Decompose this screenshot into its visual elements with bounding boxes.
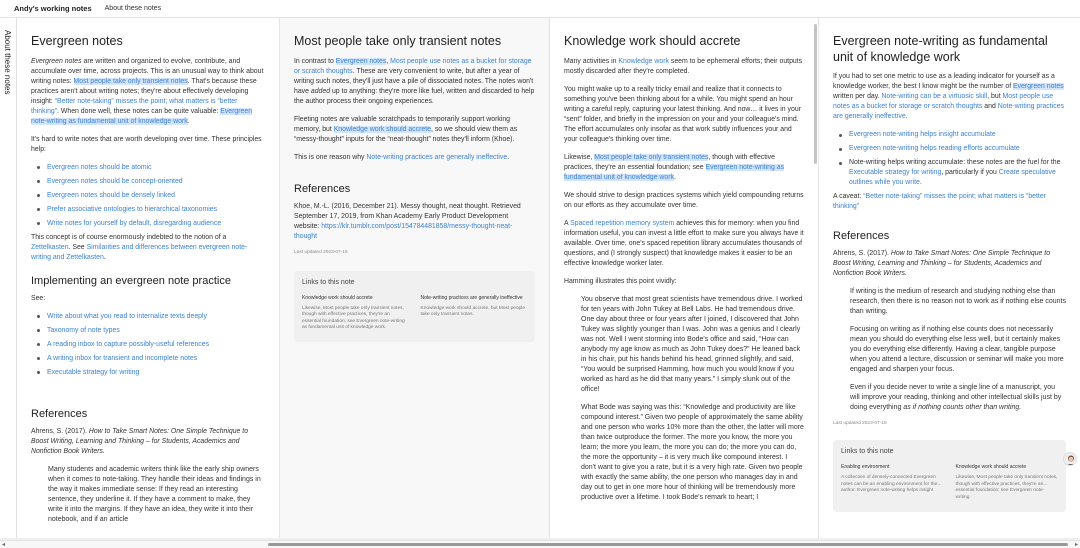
text-run: written per day. <box>833 93 882 101</box>
text-run: . These are very convenient to write, but after a year of writing such notes, they'll just have a pile of dissociated notes. The notes won't have <box>294 67 534 95</box>
text-run: . <box>919 179 922 187</box>
note-link[interactable]: “Better note-taking” misses the point; what matters is “better thinking” <box>833 193 1046 211</box>
list-item <box>31 354 265 364</box>
scrollbar-thumb[interactable] <box>268 543 1068 546</box>
text-run: . <box>905 113 908 121</box>
note-link[interactable]: Evergreen note-writing helps reading efforts accumulate <box>849 145 1020 153</box>
blockquote <box>31 465 265 525</box>
emphasis-text: as if nothing counts other than writing. <box>903 404 1022 412</box>
scroll-left-icon[interactable]: ◂ <box>2 542 6 548</box>
note-link[interactable]: Similarities and differences between evergreen note-writing and Zettelkasten <box>31 243 248 261</box>
note-link[interactable]: Evergreen notes <box>1013 83 1064 91</box>
text-run: A caveat: <box>833 193 864 201</box>
implementation-links-list <box>31 312 265 378</box>
note-pane-transient-notes <box>279 18 549 538</box>
note-title: Evergreen note-writing as fundamental unit of knowledge work <box>833 34 1048 64</box>
note-link[interactable]: Knowledge work <box>618 57 669 65</box>
blockquote <box>564 295 804 503</box>
principles-list <box>31 163 265 229</box>
quote-text: Many students and academic writers think like the early ship owners when it comes to note-taking. They handle their ideas and findings in the way it makes immediate sense: If they read an interesting sentence, they underline it. If they have a comment to make, they write it into the margins. If they have an idea, they write it into their notebook, and if an article <box>48 465 261 523</box>
text-run: , so we should view them as “messy-thought” inputs for the “neat-thought” notes they'll inform (Khoe). <box>294 125 518 143</box>
quote-text: You observe that most great scientists have tremendous drive. I worked for ten years with John Tukey at Bell Labs. He had tremendous drive. One day about three or four years after I joined, I discovered that John Tukey was slightly younger than I was. John was a genius and I clearly was not. Well I went storming into Bode's office and said, “How can anybody my age know as much as John Tukey does?” He leaned back in his chair, put his hands behind his head, grinned slightly, and said, “You would be surprised Hamming, how much you would know if you worked as hard as he did that many years.” I simply slunk out of the office! <box>581 295 803 393</box>
backlink-title[interactable]: Note-writing practices are generally ineffective <box>420 294 523 301</box>
text-run: . When done well, these notes can be quite valuable: <box>57 107 221 115</box>
text-run: Ahrens, S. (2017). <box>833 250 891 258</box>
note-stack <box>0 18 1080 538</box>
text-run: , particularly if you <box>941 169 999 177</box>
backlinks-grid <box>302 295 527 332</box>
list-item <box>31 368 265 378</box>
blockquote <box>833 287 1066 413</box>
list-item <box>31 340 265 350</box>
note-link[interactable]: Create speculative outlines while you write <box>849 169 1056 187</box>
scroll-right-icon[interactable]: ▸ <box>1074 542 1078 548</box>
text-run: A <box>564 219 571 227</box>
text-run: and <box>982 103 998 111</box>
list-item <box>833 130 1066 140</box>
note-link[interactable]: A reading inbox to capture possibly-useful references <box>47 340 210 348</box>
horizontal-scrollbar[interactable] <box>0 540 1080 548</box>
text-run: Ahrens, S. (2017). <box>31 427 89 435</box>
pane-scrollbar[interactable] <box>814 24 817 164</box>
backlink-excerpt: Knowledge work should accrete, but Most people take only transient notes. <box>420 305 526 318</box>
text-run: , <box>386 57 391 65</box>
collapsed-note-title[interactable]: About these notes <box>3 30 12 95</box>
quote-text: Focusing on writing as if nothing else counts does not necessarily mean you should do everything else less well, but it certainly makes you do everything else differently. Having a clear, tangible purpose when you attend a lecture, discussion or seminar will make you more engaged and sharpen your focus. <box>850 326 1064 374</box>
note-pane-evergreen-notes <box>17 18 279 538</box>
text-run: Many activities in <box>564 57 619 65</box>
text-run: This is one reason why <box>294 153 367 161</box>
note-link[interactable]: Write about what you read to internalize texts deeply <box>47 312 207 320</box>
note-link[interactable]: https://klr.tumblr.com/post/154784481858/messy-thought-neat-thought <box>294 222 513 240</box>
text-run: , but <box>987 93 1003 101</box>
backlinks-box <box>294 271 535 342</box>
list-item <box>31 219 265 229</box>
top-bar <box>0 0 1080 18</box>
note-link[interactable]: Most people use notes as a bucket for storage or scratch thoughts <box>833 93 1054 111</box>
note-link[interactable]: Knowledge work should accrete <box>333 125 431 133</box>
list-item <box>833 144 1066 154</box>
note-link[interactable]: Zettelkasten <box>31 243 69 251</box>
note-pane-evergreen-note-writing <box>818 18 1080 538</box>
backlinks-box <box>833 440 1066 511</box>
note-link[interactable]: Note-writing practices are generally ineffective <box>366 153 508 161</box>
paragraph: See: <box>31 294 46 302</box>
text-run: If you had to set one metric to use as a leading indicator for yourself as a knowledge worker, the best I know might be the number of <box>833 73 1055 91</box>
text-run: Khoe, M.-L. (2016, December 21). Messy thought, neat thought. Retrieved September 17, 2019, from Khan Academy Early Product Development website: <box>294 202 521 230</box>
list-item <box>31 177 265 187</box>
note-link[interactable]: Most people take only transient notes <box>73 77 188 85</box>
text-run: Even if you decide never to write a single line of a manuscript, you will improve your reading, thinking and other intellectual skills just by doing everything <box>850 384 1062 412</box>
text-run: Likewise, <box>564 153 595 161</box>
list-item <box>31 312 265 322</box>
references-heading: References <box>31 407 88 420</box>
backlinks-title: Links to this note <box>841 448 894 456</box>
reference-citation <box>294 202 535 242</box>
note-link[interactable]: Evergreen notes should be atomic <box>47 163 152 171</box>
note-link[interactable]: Evergreen notes should be concept-oriented <box>47 177 183 185</box>
reference-citation <box>833 249 1066 279</box>
section-heading: Implementing an evergreen note practice <box>31 274 231 287</box>
paragraph <box>31 57 265 127</box>
note-link[interactable]: Most people use notes as a bucket for storage or scratch thoughts <box>294 57 532 75</box>
references-heading: References <box>833 230 890 243</box>
text-run: Note-writing helps writing accumulate: these notes are the fuel for the <box>849 159 1061 167</box>
quote-text <box>850 383 1066 413</box>
quote-text: If writing is the medium of research and studying nothing else than research, then there is no reason not to work as if nothing else counts than writing. <box>850 288 1066 316</box>
author-avatar[interactable] <box>1063 452 1077 466</box>
list-item <box>31 163 265 173</box>
note-link[interactable]: Executable strategy for writing <box>849 169 942 177</box>
about-link[interactable]: About these notes <box>104 5 162 12</box>
site-title-link[interactable]: Andy's working notes <box>14 4 92 13</box>
note-link[interactable]: Evergreen note-writing helps insight accumulate <box>849 131 996 139</box>
last-updated: Last updated 2023-07-15 <box>833 421 887 427</box>
reference-citation <box>31 427 265 457</box>
paragraph <box>294 115 535 145</box>
paragraph <box>294 153 535 163</box>
note-title: Knowledge work should accrete <box>564 34 741 48</box>
text-run: . <box>103 253 106 261</box>
backlinks-grid <box>841 464 1058 501</box>
collapsed-note-spine[interactable] <box>0 18 17 538</box>
paragraph: You might wake up to a really tricky email and realize that it connects to something you've been thinking about for a while. You might spend an hour writing a careful reply, capturing your latest thinking. And now… it lives in your “sent” folder, and briefly in the impression on your and your colleague's mind. The effort accumulates only insofar as that work subtly influences your and your colleague's thinking over time. <box>564 85 801 143</box>
text-run: . <box>673 173 676 181</box>
text-run: . <box>507 153 510 161</box>
paragraph <box>564 219 804 269</box>
note-link[interactable]: Note-writing practices are generally ineffective <box>833 103 1064 121</box>
note-link[interactable]: Taxonomy of note types <box>47 326 120 334</box>
backlink-card[interactable] <box>421 295 528 332</box>
paragraph <box>31 233 265 263</box>
note-link[interactable]: Note-writing can be a virtuosic skill <box>881 93 988 101</box>
text-run: . That's because these practices aren't about writing notes; they're about effectively developing insight: <box>31 77 257 105</box>
backlink-excerpt: Likewise, Most people take only transient notes, though with effective practices, they're an essential foundation; see Evergreen note-writing as fundamental unit of knowledge work. <box>302 305 405 331</box>
text-run: achieves this for memory: when you find information useful, you can invest a little effort to make sure you always have it available. Over time, one's spaced repetition library accumulates thousands of questions, and (I strongly suspect) that knowledge makes it easier to be an effective knowledge worker later. <box>564 219 804 267</box>
note-link[interactable]: Evergreen notes should be densely linked <box>47 191 175 199</box>
accumulate-list <box>833 130 1066 188</box>
note-link[interactable]: Most people take only transient notes <box>594 153 709 161</box>
paragraph <box>833 72 1066 122</box>
paragraph: We should strive to design practices systems which yield compounding returns on our efforts as they accumulate over time. <box>564 191 804 209</box>
backlink-title[interactable]: Enabling environment <box>841 464 890 471</box>
emphasis-text: How to Take Smart Notes: One Simple Technique to Boost Writing, Learning and Thinking – for Students, Academics and Nonfiction Book Writers. <box>31 427 249 455</box>
text-run: Fleeting notes are valuable scratchpads to temporarily support working memory, but <box>294 115 511 133</box>
list-item <box>31 191 265 201</box>
backlink-card[interactable] <box>302 295 409 332</box>
paragraph <box>833 192 1066 212</box>
emphasis-text: added <box>310 87 331 95</box>
quote-text: What Bode was saying was this: “Knowledge and productivity are like compound interest.” Given two people of approximately the same ability and one person who works 10% more than the other, the latter will more than twice outproduce the former. The more you know, the more you learn; the more you learn, the more you can do; the more you can do, the more the opportunity – it is very much like compound interest. I don't want to give you a rate, but it is a very high rate. Given two people with exactly the same ability, the one person who manages day in and day out to get in one more hour of thinking will be tremendously more productive over a lifetime. I took Bode's remark to heart; I <box>581 403 804 501</box>
note-pane-knowledge-work-accrete <box>549 18 818 538</box>
note-link[interactable]: Spaced repetition memory system <box>570 219 675 227</box>
emphasis-text: Evergreen notes <box>31 57 82 65</box>
note-link[interactable]: “Better note-taking” misses the point; what matters is “better thinking” <box>31 97 238 115</box>
note-title: Evergreen notes <box>31 34 123 48</box>
note-link[interactable]: Evergreen note-writing as fundamental unit of knowledge work <box>31 107 253 125</box>
note-link[interactable]: Executable strategy for writing <box>47 368 140 376</box>
text-run: seem to be ephemeral efforts; their outputs mostly discarded after they're completed. <box>564 57 803 75</box>
note-title: Most people take only transient notes <box>294 34 502 48</box>
text-run: This concept is of course enormously indebted to the notion of a <box>31 233 227 241</box>
list-item <box>31 326 265 336</box>
paragraph <box>294 57 535 107</box>
paragraph: It's hard to write notes that are worth developing over time. These principles help: <box>31 135 262 153</box>
backlink-card[interactable] <box>956 464 1059 501</box>
backlink-excerpt: Likewise, Most people take only transient notes, though with effective practices, they're an... essential foundation; see Evergreen note-writing <box>955 475 1058 501</box>
note-link[interactable]: Prefer associative ontologies to hierarchical taxonomies <box>47 205 218 213</box>
note-link[interactable]: Write notes for yourself by default, disregarding audience <box>47 219 222 227</box>
paragraph: Hamming illustrates this point vividly: <box>564 277 677 285</box>
emphasis-text: How to Take Smart Notes: One Simple Technique to Boost Writing, Learning and Thinking – for Students, Academics and Nonfiction Book Writers. <box>833 250 1051 278</box>
list-item <box>833 158 1066 188</box>
backlink-title[interactable]: Knowledge work should accrete <box>302 294 373 301</box>
backlink-excerpt: A collection of densely-connected Evergreen notes can be an enabling environment for the... author. Evergreen note-writing helps insight <box>841 475 942 494</box>
text-run: are written and organized to evolve, contribute, and accumulate over time, across projects. This is an unusual way to think about writing notes: <box>31 57 264 85</box>
paragraph <box>564 153 804 183</box>
last-updated: Last updated 2023-07-15 <box>294 249 348 255</box>
references-heading: References <box>294 182 351 195</box>
backlinks-title: Links to this note <box>302 278 355 286</box>
text-run: up to anything: they're more like fuel, written and discarded to help the author process their ongoing experiences. <box>294 87 535 105</box>
text-run: In contrast to <box>294 57 336 65</box>
note-link[interactable]: Evergreen notes <box>335 57 387 65</box>
note-link[interactable]: A writing inbox for transient and incomplete notes <box>47 354 198 362</box>
list-item <box>31 205 265 215</box>
paragraph <box>564 57 804 77</box>
text-run: . <box>187 117 190 125</box>
note-link[interactable]: Evergreen note-writing as fundamental unit of knowledge work <box>564 163 785 181</box>
text-run: , though with effective practices, they're an essential foundation; see <box>564 153 775 171</box>
text-run: . See <box>68 243 87 251</box>
backlink-title[interactable]: Knowledge work should accrete <box>955 464 1027 471</box>
backlink-card[interactable] <box>841 464 944 501</box>
